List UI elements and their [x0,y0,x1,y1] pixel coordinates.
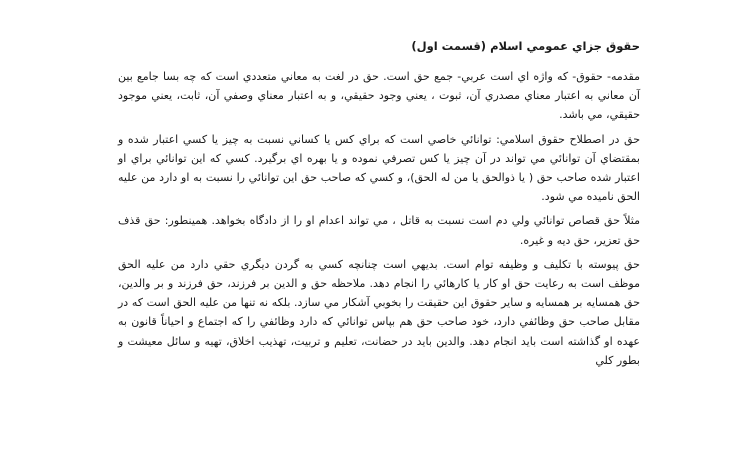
document-page [118,36,640,375]
paragraph-example: مثلاً حق قصاص توانائي ولي دم است نسبت به قاتل ، مي تواند اعدام او را از دادگاه بخواهد. همينطور: حق قذف حق تعزير، حق ديه و غيره. [118,214,640,247]
paragraph-introduction: مقدمه- حقوق- كه واژه اي است عربي- جمع حق است. حق در لغت به معاني متعددي است كه چه بسا جامع بين آن معاني به اعتبار معناي مصدري آن، ثبوت ، يعني وجود حقيقي، و به اعتبار معناي وصفي آن، ثابت، يعني موجود حقيقي، مي باشد. [118,70,640,122]
document-title: حقوق جزاي عمومي اسلام (قسمت اول) [411,39,640,53]
paragraph-duties: حق پيوسته با تكليف و وظيفه توام است. بديهي است چنانچه كسي به گردن ديگري حقي دارد من عليه الحق موظف است به رعايت حق او كار يا كارهائي را انجام دهد. ملاحظه حق و الدين بر فرزند، حق فرزند و بر والدين، حق همسايه بر همسايه و ساير حقوق اين حقيقت را بخوبي آشكار مي سازد. بلكه نه تنها من عليه الحق است كه در مقابل صاحب حق وظائفي دارد، خود صاحب حق هم بپاس توانائي كه دارد وظائفي را كه اجتماع و احياناً قانون به عهده او گذاشته است بايد انجام دهد. والدين بايد در حضانت، تعليم و تربيت، تهذيب اخلاق، تهيه و سائل معيشت و بطور كلي [118,257,640,367]
paragraph-definition: حق در اصطلاح حقوق اسلامي: توانائي خاصي است كه براي كس يا كساني نسبت به چيز يا كسي اعتبار شده و بمقتضاي آن توانائي مي تواند در آن چيز يا كس تصرفي نموده و يا بهره اي برگيرد. كسي كه اين توانائي براي او اعتبار شده صاحب حق ( يا ذوالحق يا من له الحق)، و كسي كه صاحب حق اين توانائي را نسبت به او دارد من عليه الحق ناميده مي شود. [118,132,640,204]
